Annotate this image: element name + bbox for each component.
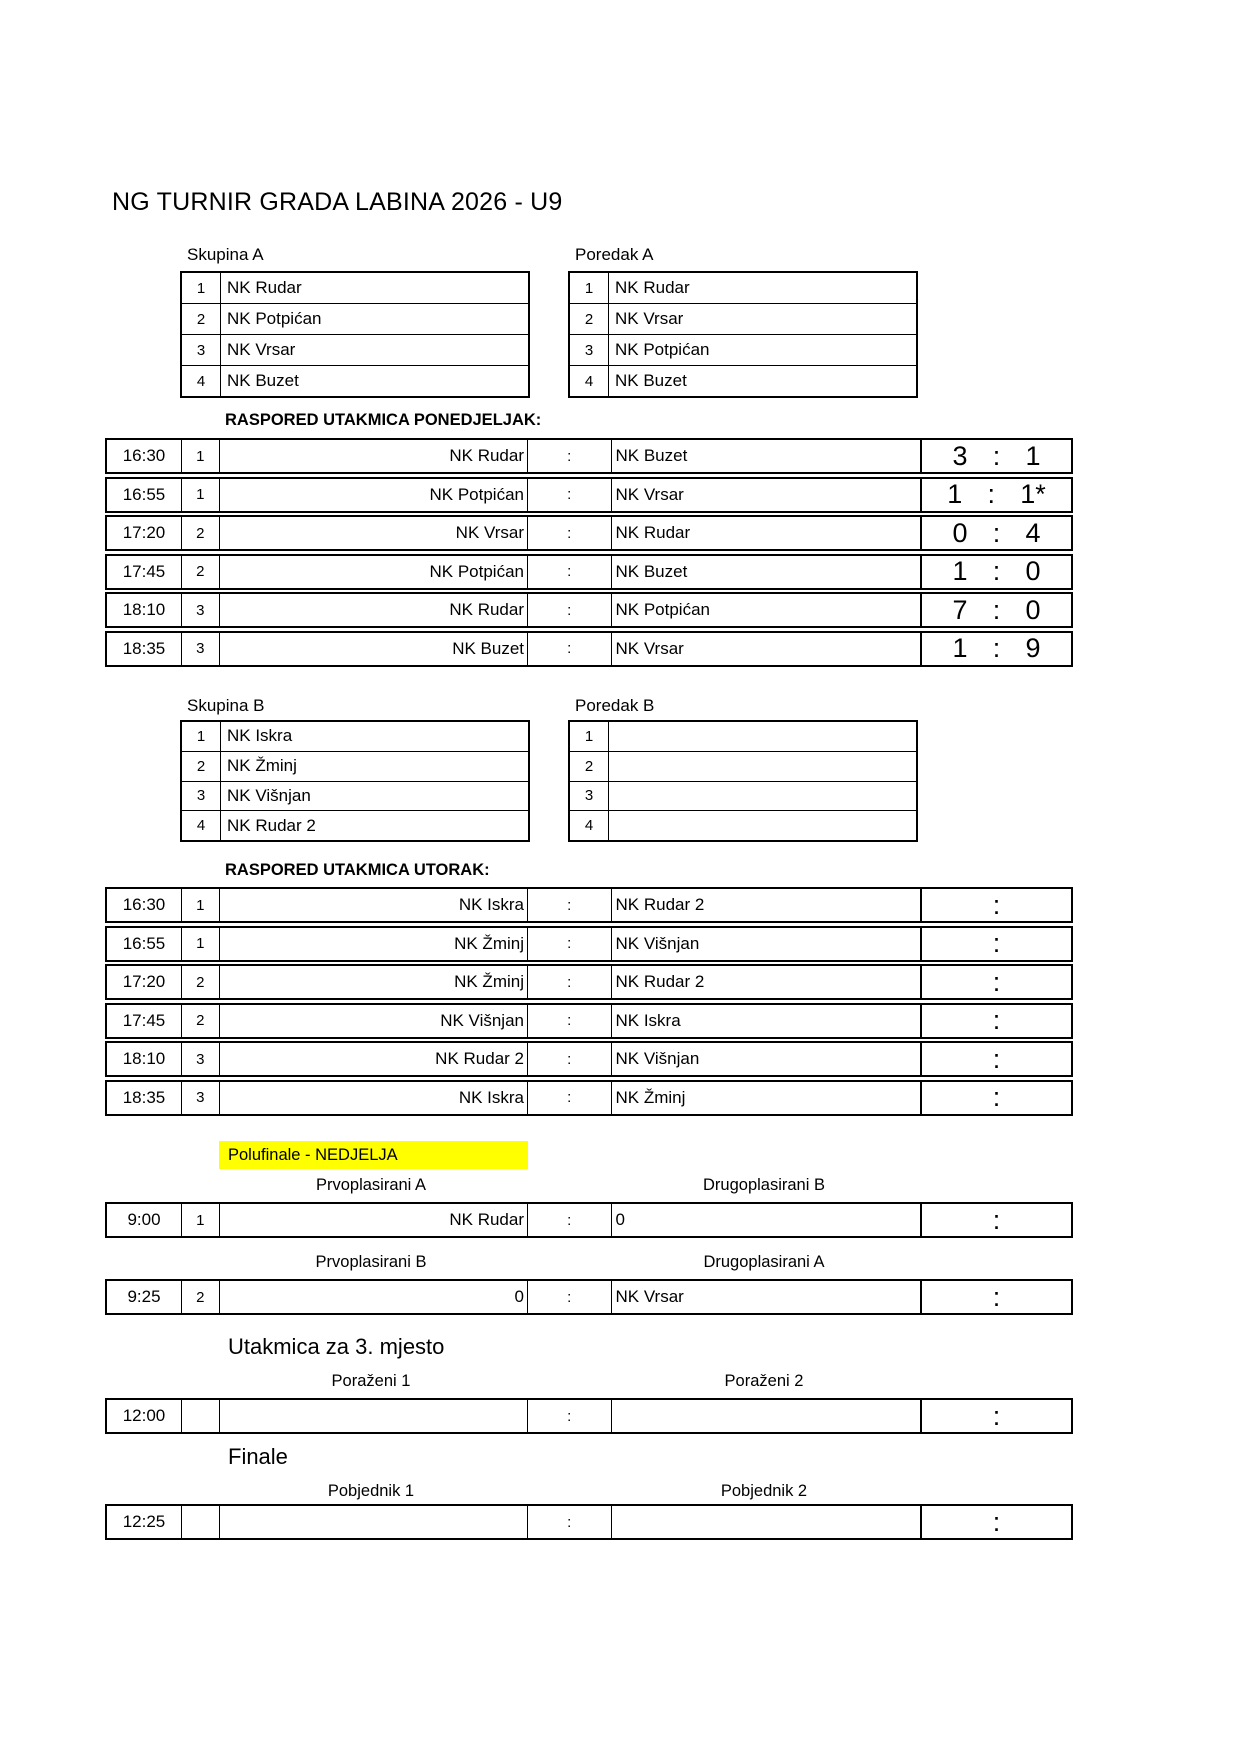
match-row <box>105 438 1073 474</box>
pitch-number-cell[interactable] <box>181 1400 219 1432</box>
match-time-cell[interactable]: 18:10 <box>122 1049 166 1068</box>
away-score: 4 <box>1025 517 1041 548</box>
home-team-cell[interactable]: NK Rudar 2 <box>219 1043 528 1075</box>
team-name-cell[interactable] <box>609 782 916 811</box>
position-cell[interactable]: 3 <box>570 335 609 365</box>
home-team-cell[interactable]: NK Rudar <box>219 1204 528 1236</box>
home-team-cell[interactable]: NK Žminj <box>219 966 528 998</box>
home-team-cell[interactable]: NK Potpićan <box>219 479 528 511</box>
score-colon: : <box>992 594 1001 625</box>
match-row <box>105 1398 1073 1434</box>
away-score: 1* <box>1020 479 1046 509</box>
third-place-headers <box>105 1372 1073 1393</box>
position-cell[interactable]: 4 <box>182 366 221 396</box>
team-name-cell[interactable]: NK Višnjan <box>227 785 311 805</box>
pitch-number-cell[interactable]: 2 <box>181 1005 219 1037</box>
position-cell[interactable]: 3 <box>570 782 609 811</box>
roster-row <box>182 303 528 334</box>
separator-cell: : <box>527 1005 611 1037</box>
home-team-cell[interactable]: NK Višnjan <box>219 1005 528 1037</box>
roster-row <box>570 334 916 365</box>
away-team-cell[interactable]: NK Žminj <box>611 1082 921 1114</box>
score-cell[interactable] <box>920 1082 1071 1114</box>
match-time-cell[interactable]: 17:45 <box>122 561 166 581</box>
match-time-cell[interactable]: 12:00 <box>122 1406 166 1425</box>
away-team-cell[interactable]: NK Višnjan <box>611 928 921 960</box>
away-team-cell[interactable]: NK Buzet <box>611 556 921 588</box>
separator-cell: : <box>527 1506 611 1538</box>
separator-cell: : <box>527 1400 611 1432</box>
standings-a-label: Poredak A <box>575 245 654 264</box>
away-team-cell[interactable]: NK Vrsar <box>611 1281 921 1313</box>
match-time-cell[interactable]: 16:55 <box>122 484 166 504</box>
position-cell[interactable]: 2 <box>570 752 609 781</box>
score-colon: : <box>992 517 1001 548</box>
separator-cell: : <box>527 1281 611 1313</box>
score-cell[interactable] <box>920 1005 1071 1037</box>
position-cell[interactable]: 1 <box>182 273 221 303</box>
home-score: 1 <box>947 479 963 509</box>
score-colon: : <box>992 1400 1001 1431</box>
roster-row <box>570 781 916 811</box>
pitch-number-cell[interactable]: 2 <box>181 1281 219 1313</box>
home-score: 7 <box>952 594 968 625</box>
score-colon: : <box>992 1506 1001 1537</box>
roster-row <box>570 810 916 840</box>
separator-cell: : <box>527 440 611 472</box>
third-place-away-header: Poraženi 2 <box>724 1372 804 1390</box>
match-row <box>105 1504 1073 1540</box>
score-cell[interactable] <box>920 479 1071 511</box>
score-cell[interactable] <box>920 517 1071 549</box>
home-team-cell[interactable]: NK Rudar <box>219 440 528 472</box>
score-cell[interactable] <box>920 1204 1071 1236</box>
score-cell[interactable] <box>920 1043 1071 1075</box>
team-name-cell[interactable]: NK Potpićan <box>615 340 710 359</box>
home-score: 1 <box>952 556 968 586</box>
final-home-header: Pobjednik 1 <box>327 1482 415 1500</box>
match-row <box>105 926 1073 962</box>
separator-cell: : <box>527 1082 611 1114</box>
tuesday-schedule-table <box>105 887 1073 1116</box>
team-name-cell[interactable]: NK Vrsar <box>227 340 296 359</box>
team-name-cell[interactable] <box>609 722 916 751</box>
match-row <box>105 1279 1073 1315</box>
home-score: 1 <box>952 633 968 663</box>
match-time-cell[interactable]: 17:45 <box>122 1010 166 1030</box>
home-team-cell[interactable]: NK Vrsar <box>219 517 528 549</box>
semifinal2-away-header: Drugoplasirani A <box>703 1253 825 1271</box>
position-cell[interactable]: 4 <box>570 811 609 840</box>
semifinal2-headers <box>105 1253 1073 1274</box>
page-title: NG TURNIR GRADA LABINA 2026 - U9 <box>112 188 563 216</box>
team-name-cell[interactable]: NK Žminj <box>227 756 297 776</box>
away-team-cell[interactable]: NK Rudar 2 <box>611 966 921 998</box>
score-colon: : <box>992 966 1001 997</box>
separator-cell: : <box>527 1204 611 1236</box>
position-cell[interactable]: 2 <box>570 304 609 334</box>
semifinal-highlight-label: Polufinale - NEDJELJA <box>219 1141 528 1169</box>
third-place-title: Utakmica za 3. mjesto <box>228 1334 445 1359</box>
separator-cell: : <box>527 928 611 960</box>
home-team-cell[interactable]: NK Buzet <box>219 633 528 665</box>
position-cell[interactable]: 1 <box>570 722 609 751</box>
tuesday-schedule-header: RASPORED UTAKMICA UTORAK: <box>225 861 490 879</box>
match-time-cell[interactable]: 16:30 <box>122 895 166 914</box>
home-score: 0 <box>952 517 968 548</box>
roster-row <box>570 273 916 303</box>
final-title: Finale <box>228 1444 288 1469</box>
pitch-number-cell[interactable]: 2 <box>181 556 219 588</box>
score-colon: : <box>992 928 1001 958</box>
final-headers <box>105 1482 1073 1503</box>
home-team-cell[interactable]: NK Žminj <box>219 928 528 960</box>
score-cell[interactable] <box>920 556 1071 588</box>
match-time-cell[interactable]: 9:00 <box>127 1210 161 1229</box>
score-cell[interactable] <box>920 966 1071 998</box>
home-team-cell[interactable] <box>219 1506 528 1538</box>
position-cell[interactable]: 2 <box>182 304 221 334</box>
roster-row <box>182 334 528 365</box>
team-name-cell[interactable]: NK Buzet <box>227 371 299 390</box>
score-cell[interactable] <box>920 928 1071 960</box>
roster-row <box>182 751 528 781</box>
match-row <box>105 887 1073 923</box>
home-team-cell[interactable]: NK Iskra <box>219 1082 528 1114</box>
match-row <box>105 1041 1073 1077</box>
monday-schedule-table <box>105 438 1073 667</box>
home-score: 3 <box>952 440 968 471</box>
match-time-cell[interactable]: 18:10 <box>122 600 166 619</box>
team-name-cell[interactable]: NK Rudar <box>227 278 302 297</box>
roster-row <box>570 722 916 751</box>
roster-row <box>182 810 528 840</box>
separator-cell: : <box>527 889 611 921</box>
score-colon: : <box>992 1043 1001 1074</box>
team-name-cell[interactable]: NK Rudar <box>615 278 690 297</box>
final-away-header: Pobjednik 2 <box>720 1482 808 1500</box>
team-name-cell[interactable]: NK Buzet <box>615 371 687 390</box>
pitch-number-cell[interactable]: 2 <box>181 517 219 549</box>
match-row <box>105 1080 1073 1116</box>
group-b-label: Skupina B <box>187 696 265 715</box>
position-cell[interactable]: 1 <box>570 273 609 303</box>
match-row <box>105 1003 1073 1039</box>
standings-b-table <box>568 720 918 842</box>
group-b-table <box>180 720 530 842</box>
away-team-cell[interactable]: NK Iskra <box>611 1005 921 1037</box>
separator-cell: : <box>527 633 611 665</box>
score-colon: : <box>987 479 995 509</box>
roster-row <box>570 303 916 334</box>
pitch-number-cell[interactable]: 1 <box>181 1204 219 1236</box>
pitch-number-cell[interactable]: 3 <box>181 1082 219 1114</box>
position-cell[interactable]: 4 <box>570 366 609 396</box>
match-row <box>105 515 1073 551</box>
score-cell[interactable] <box>920 1281 1071 1313</box>
match-row <box>105 631 1073 667</box>
separator-cell: : <box>527 594 611 626</box>
away-score: 9 <box>1025 633 1041 663</box>
score-colon: : <box>992 440 1001 471</box>
score-cell[interactable] <box>920 594 1071 626</box>
semifinal1-home-header: Prvoplasirani A <box>315 1176 427 1194</box>
pitch-number-cell[interactable]: 2 <box>181 966 219 998</box>
semifinal1-headers <box>105 1176 1073 1197</box>
pitch-number-cell[interactable]: 1 <box>181 440 219 472</box>
away-team-cell[interactable]: NK Vrsar <box>611 633 921 665</box>
monday-schedule-header: RASPORED UTAKMICA PONEDJELJAK: <box>225 411 542 429</box>
score-cell[interactable] <box>920 633 1071 665</box>
match-time-cell[interactable]: 18:35 <box>122 638 166 658</box>
group-a-label: Skupina A <box>187 245 264 264</box>
match-row <box>105 1202 1073 1238</box>
match-time-cell[interactable]: 17:20 <box>122 523 166 542</box>
score-colon: : <box>992 1281 1001 1312</box>
score-colon: : <box>992 633 1001 663</box>
separator-cell: : <box>527 966 611 998</box>
match-row <box>105 964 1073 1000</box>
match-time-cell[interactable]: 9:25 <box>127 1287 161 1306</box>
team-name-cell[interactable] <box>609 811 916 840</box>
match-time-cell[interactable]: 18:35 <box>122 1087 166 1107</box>
separator-cell: : <box>527 479 611 511</box>
third-place-row <box>105 1398 1073 1434</box>
roster-row <box>182 273 528 303</box>
match-row <box>105 477 1073 513</box>
team-name-cell[interactable]: NK Rudar 2 <box>227 815 316 835</box>
team-name-cell[interactable]: NK Potpićan <box>227 309 322 328</box>
roster-row <box>570 365 916 396</box>
position-cell[interactable]: 2 <box>182 752 221 781</box>
roster-row <box>182 781 528 811</box>
pitch-number-cell[interactable]: 3 <box>181 594 219 626</box>
away-team-cell[interactable]: NK Višnjan <box>611 1043 921 1075</box>
team-name-cell[interactable]: NK Iskra <box>227 726 293 746</box>
pitch-number-cell[interactable]: 3 <box>181 1043 219 1075</box>
separator-cell: : <box>527 1043 611 1075</box>
away-score: 0 <box>1025 556 1041 586</box>
away-team-cell[interactable]: NK Buzet <box>611 440 921 472</box>
position-cell[interactable]: 3 <box>182 782 221 811</box>
final-row <box>105 1504 1073 1540</box>
pitch-number-cell[interactable]: 1 <box>181 928 219 960</box>
score-cell[interactable] <box>920 889 1071 921</box>
position-cell[interactable]: 4 <box>182 811 221 840</box>
score-cell[interactable] <box>920 1400 1071 1432</box>
pitch-number-cell[interactable] <box>181 1506 219 1538</box>
pitch-number-cell[interactable]: 1 <box>181 889 219 921</box>
away-team-cell[interactable] <box>611 1506 921 1538</box>
match-row <box>105 554 1073 590</box>
semifinal2-row <box>105 1279 1073 1315</box>
score-colon: : <box>992 889 1001 920</box>
away-score: 0 <box>1025 594 1041 625</box>
home-team-cell[interactable]: NK Rudar <box>219 594 528 626</box>
pitch-number-cell[interactable]: 3 <box>181 633 219 665</box>
score-cell[interactable] <box>920 440 1071 472</box>
score-colon: : <box>992 1082 1001 1112</box>
match-time-cell[interactable]: 12:25 <box>122 1512 166 1531</box>
semifinal2-home-header: Prvoplasirani B <box>315 1253 427 1271</box>
home-team-cell[interactable]: 0 <box>219 1281 528 1313</box>
standings-a-table <box>568 271 918 398</box>
separator-cell: : <box>527 517 611 549</box>
home-team-cell[interactable]: NK Iskra <box>219 889 528 921</box>
away-score: 1 <box>1025 440 1041 471</box>
roster-row <box>570 751 916 781</box>
position-cell[interactable]: 1 <box>182 722 221 751</box>
match-time-cell[interactable]: 16:30 <box>122 446 166 465</box>
away-team-cell[interactable]: NK Vrsar <box>611 479 921 511</box>
pitch-number-cell[interactable]: 1 <box>181 479 219 511</box>
away-team-cell[interactable]: NK Potpićan <box>611 594 921 626</box>
away-team-cell[interactable]: 0 <box>611 1204 921 1236</box>
away-team-cell[interactable] <box>611 1400 921 1432</box>
third-place-home-header: Poraženi 1 <box>331 1372 411 1390</box>
match-time-cell[interactable]: 17:20 <box>122 972 166 991</box>
group-a-table <box>180 271 530 398</box>
away-team-cell[interactable]: NK Rudar <box>611 517 921 549</box>
position-cell[interactable]: 3 <box>182 335 221 365</box>
away-team-cell[interactable]: NK Rudar 2 <box>611 889 921 921</box>
score-cell[interactable] <box>920 1506 1071 1538</box>
team-name-cell[interactable] <box>609 752 916 781</box>
match-row <box>105 592 1073 628</box>
home-team-cell[interactable] <box>219 1400 528 1432</box>
score-colon: : <box>992 1005 1001 1035</box>
semifinal1-row <box>105 1202 1073 1238</box>
separator-cell: : <box>527 556 611 588</box>
home-team-cell[interactable]: NK Potpićan <box>219 556 528 588</box>
semifinal1-away-header: Drugoplasirani B <box>703 1176 825 1194</box>
roster-row <box>182 365 528 396</box>
score-colon: : <box>992 556 1001 586</box>
match-time-cell[interactable]: 16:55 <box>122 933 166 953</box>
team-name-cell[interactable]: NK Vrsar <box>615 309 684 328</box>
roster-row <box>182 722 528 751</box>
standings-b-label: Poredak B <box>575 696 655 715</box>
score-colon: : <box>992 1204 1001 1235</box>
